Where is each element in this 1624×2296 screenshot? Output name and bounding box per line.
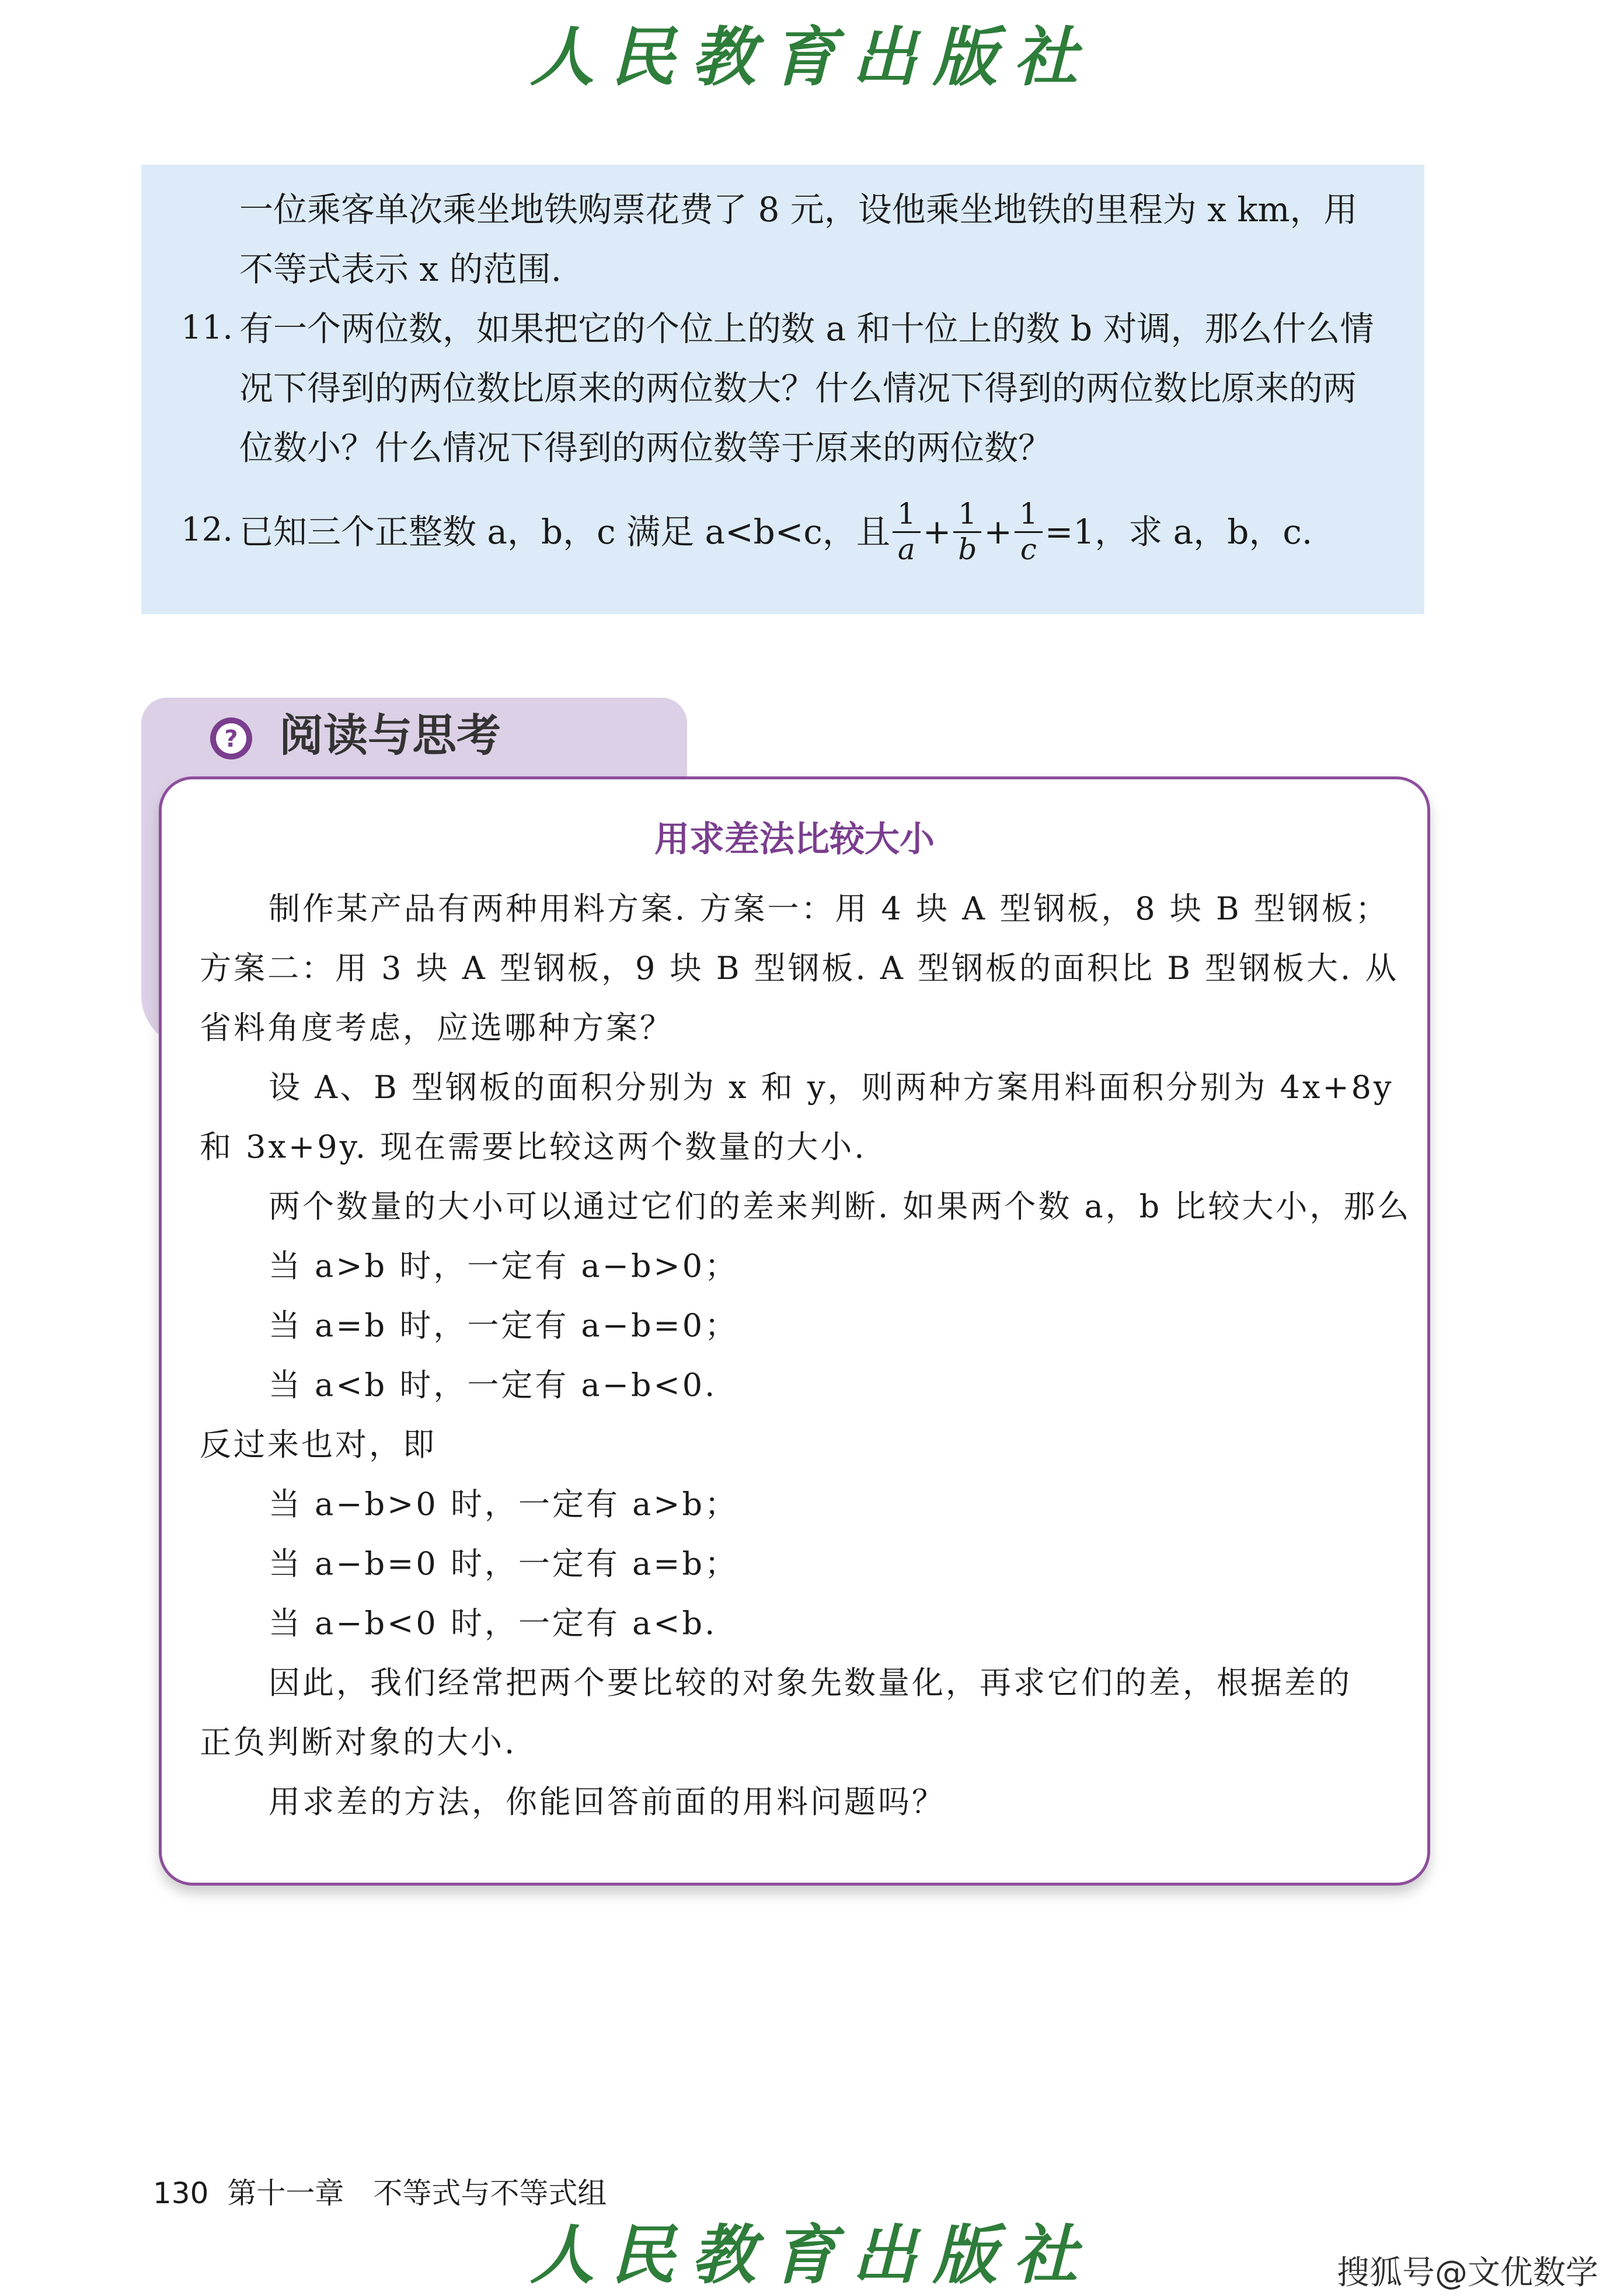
fraction-numerator: 1	[1015, 497, 1043, 533]
publisher-logo-bottom: 人民教育出版社	[530, 2217, 1094, 2292]
question-11-line: 况下得到的两位数比原来的两位数大？什么情况下得到的两位数比原来的两	[239, 368, 1357, 408]
question-11-line: 有一个两位数，如果把它的个位上的数 a 和十位上的数 b 对调，那么什么情	[239, 309, 1374, 349]
reading-section-title: 阅读与思考	[279, 709, 501, 761]
reading-inequality-line: 当 a>b 时，一定有 a−b>0；	[269, 1248, 739, 1284]
reading-paragraph-line: 方案二：用 3 块 A 型钢板，9 块 B 型钢板. A 型钢板的面积比 B 型钢板大. 从	[200, 950, 1399, 987]
reading-paragraph-line: 正负判断对象的大小.	[200, 1724, 517, 1761]
reading-paragraph-line: 省料角度考虑，应选哪种方案？	[200, 1009, 674, 1046]
fraction-1-over-a	[893, 497, 921, 566]
reading-paragraph-line: 用求差的方法，你能回答前面的用料问题吗？	[269, 1783, 946, 1820]
question-mark-icon	[208, 715, 255, 762]
plus-sign: +	[922, 512, 952, 552]
question-11-number: 11.	[181, 309, 234, 347]
exercise-text-line: 一位乘客单次乘坐地铁购票花费了 8 元，设他乘坐地铁的里程为 x km，用	[239, 190, 1358, 229]
fraction-denominator: c	[1020, 532, 1037, 566]
watermark: 搜狐号@文优数学	[1337, 2254, 1598, 2292]
reading-heading: 用求差法比较大小	[654, 819, 935, 860]
question-12-suffix: =1，求 a，b，c.	[1044, 512, 1313, 552]
chapter-title: 第十一章 不等式与不等式组	[227, 2176, 607, 2210]
reading-paragraph-line: 两个数量的大小可以通过它们的差来判断. 如果两个数 a，b 比较大小，那么	[269, 1188, 1412, 1225]
question-12-number: 12.	[181, 511, 234, 549]
reading-inequality-line: 当 a=b 时，一定有 a−b=0；	[269, 1307, 739, 1344]
reading-inequality-line: 当 a−b<0 时，一定有 a<b.	[269, 1605, 717, 1642]
fraction-denominator: a	[897, 532, 915, 566]
reading-inequality-line: 当 a−b>0 时，一定有 a>b；	[269, 1486, 739, 1522]
fraction-1-over-c	[1015, 497, 1043, 566]
reading-paragraph-line: 反过来也对，即	[200, 1426, 437, 1463]
plus-sign: +	[984, 512, 1012, 552]
svg-text:?: ?	[224, 726, 238, 752]
reading-paragraph-line: 和 3x+9y. 现在需要比较这两个数量的大小.	[200, 1128, 867, 1165]
fraction-1-over-b	[953, 497, 981, 566]
reading-paragraph-line: 因此，我们经常把两个要比较的对象先数量化，再求它们的差，根据差的	[269, 1664, 1352, 1701]
reading-paragraph-line: 制作某产品有两种用料方案. 方案一：用 4 块 A 型钢板，8 块 B 型钢板；	[269, 890, 1389, 927]
fraction-denominator: b	[958, 532, 977, 566]
fraction-numerator: 1	[953, 497, 981, 533]
reading-inequality-line: 当 a−b=0 时，一定有 a=b；	[269, 1545, 739, 1582]
fraction-numerator: 1	[893, 497, 921, 533]
reading-paragraph-line: 设 A、B 型钢板的面积分别为 x 和 y，则两种方案用料面积分别为 4x+8y	[269, 1069, 1394, 1106]
question-12-prefix: 已知三个正整数 a，b，c 满足 a<b<c，且	[239, 512, 890, 552]
reading-inequality-line: 当 a<b 时，一定有 a−b<0.	[269, 1367, 717, 1403]
publisher-logo-top: 人民教育出版社	[530, 19, 1094, 95]
page-number: 130	[153, 2176, 209, 2210]
exercise-text-line: 不等式表示 x 的范围.	[239, 249, 562, 289]
question-11-line: 位数小？什么情况下得到的两位数等于原来的两位数？	[239, 428, 1053, 468]
question-12-line	[239, 488, 1312, 576]
